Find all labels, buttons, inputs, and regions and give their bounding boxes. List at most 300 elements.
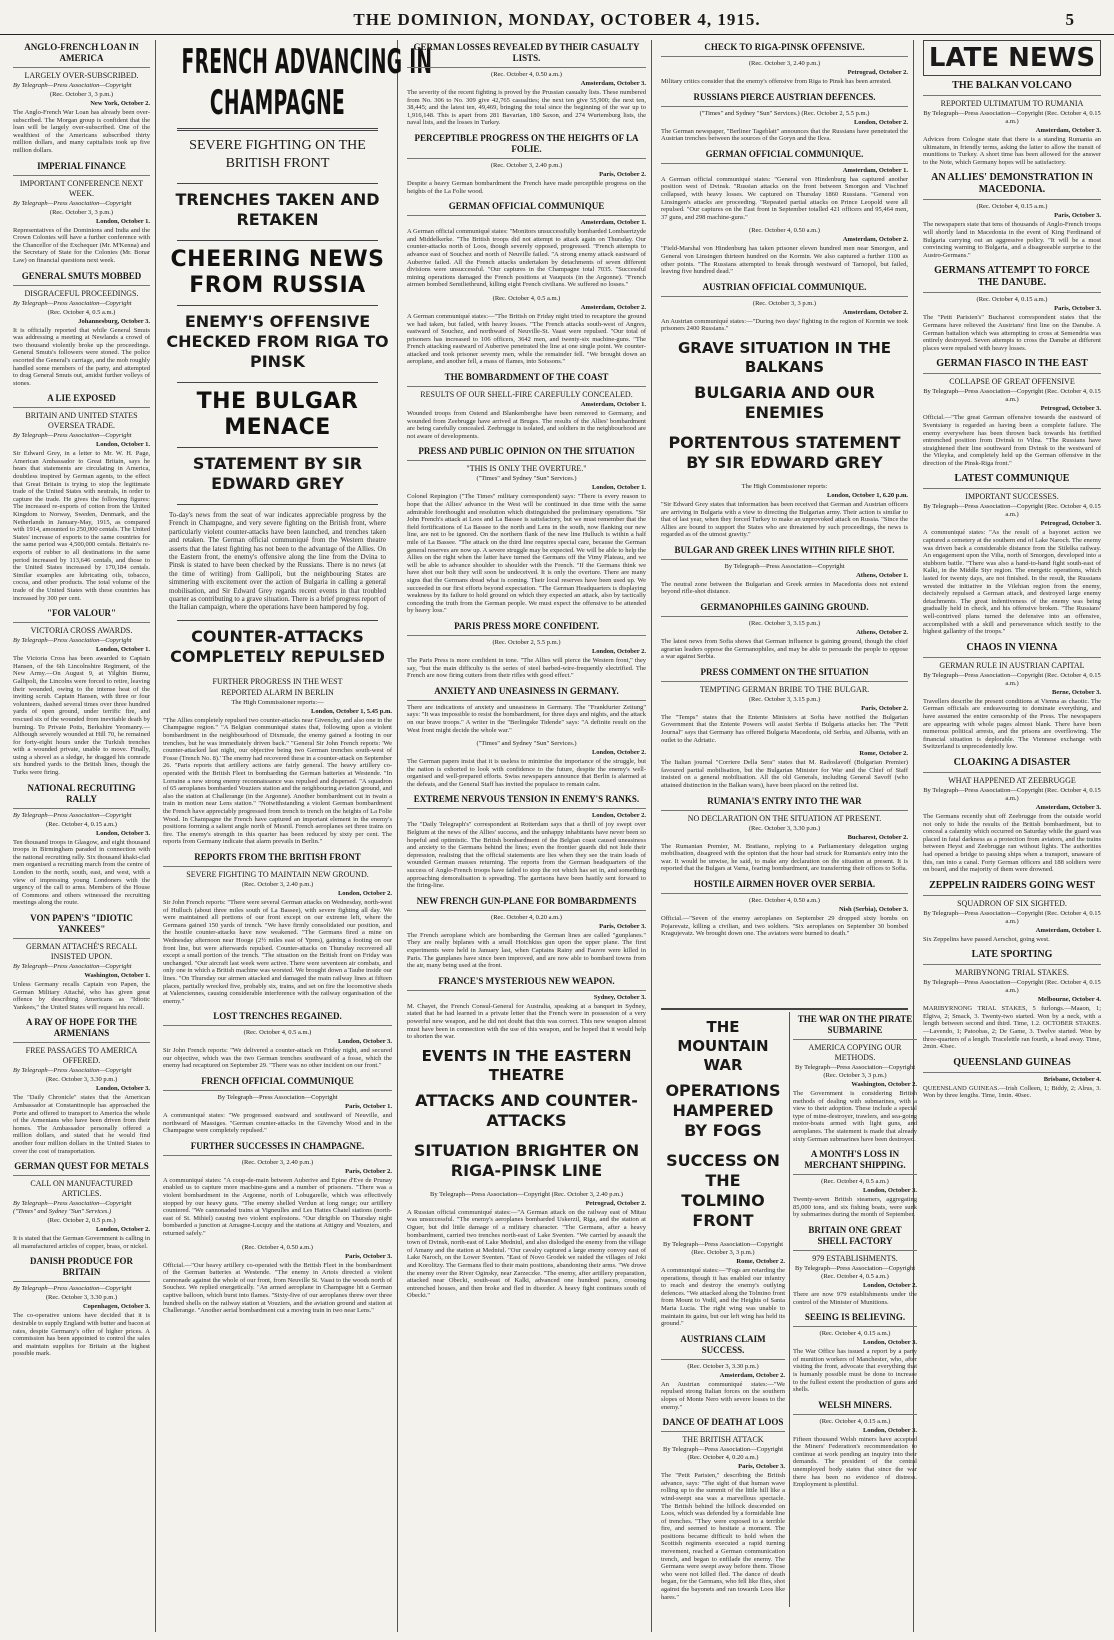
article-byline: By Telegraph—Press Association—Copyright <box>13 82 132 89</box>
article-body: The newspapers state that tens of thousands of Anglo-French troops will shortly land in Macedonia in the event of King Ferdinand of Bulgaria carrying out an aggressive policy. "It will be a most convincing warning to Bulgaria, and a disagreeable surprise to the Austro-Germans." <box>923 221 1101 259</box>
article-dateline: Petrograd, October 2. <box>847 69 908 76</box>
article <box>793 1225 917 1306</box>
article-body: A German communiqué states:—"The British on Friday night tried to recapture the ground we had taken, but failed, with heavy losses. "The French attacks south-west of Angres, eastward of Souchez, and northward of Neuville-St. Vaast were repulsed. "Our total of prisoners has increased to 106 officers, 3642 men, and twenty-six machine-guns. "The French attacking eastward of Auberive penetrated the line at one single point. We counter-attacked and took prisoner seventy men, while the remainder fell. "We brought down an aeroplane, and another fell, a mass of flames, into Soissons." <box>407 312 646 366</box>
article-dateline: Amsterdam, October 2. <box>580 303 646 311</box>
article-body: There are now 979 establishments under the control of the Minister of Munitions. <box>793 1290 917 1306</box>
article-headline: WELSH MINERS. <box>793 1400 917 1415</box>
article-body: "Sir Edward Grey states that information has been received that German and Austrian officers are arriving in Bulgaria with a view to directing the Bulgarian army. Their action is similar to that of last year, when they forced Turkey to make an unprovoked attack on Russia. "Since the Allies are bound to support the States who are threatened by such proceedings, the news is regarded as of the utmost gravity." <box>661 500 908 539</box>
article-body: The Victoria Cross has been awarded to Captain Hansen, of the 6th Lincolnshire Regiment, of the New Army.—On August 9, at Yilghin Burnu, Gallipoli, the Lincolns were forced to retire, leaving their wounded, owing to the intense heat of the inviting scrub. Captain Hansen, with three or four volunteers, dashed several times over three hundred yards of open ground, under terrific fire, and rescued six of the wounded from inevitable death by burning. To Private Potts, Berkshire Yeomanry.—Although severely wounded at Hill 70, he remained for forty-eight hours under the Turkish trenches with a wounded private, unable to move. Finally, using a shovel as a sledge, he dragged his comrade six hundred yards to the British lines, though the Turks were firing. <box>13 655 150 777</box>
article-received: (Rec. October 3, 3.15 p.m.) <box>748 620 821 628</box>
article <box>163 1011 392 1070</box>
article-received: (Rec. October 4, 0.15 a.m.) <box>819 1330 891 1338</box>
column-4-lower-left <box>661 1012 790 1607</box>
article <box>13 42 150 155</box>
article-received: (Rec. October 3, 3.30 p.m.) <box>687 1362 759 1370</box>
article <box>661 667 908 744</box>
article-received: ("Times" and Sydney "Sun" Services.) <box>476 740 577 748</box>
article-subheading: OPERATIONS HAMPERED BY FOGS <box>665 1081 781 1140</box>
article-received: By Telegraph—Press Association—Copyright (Rec. October 3, 2.40 p.m.) <box>430 1190 623 1198</box>
divider <box>177 382 378 383</box>
article-dateline: Amsterdam, October 3. <box>580 80 646 87</box>
article-body: The latest news from Sofia shows that German influence is gaining ground, though the chief agrarian leaders oppose the Germanophiles, and may be able to persuade the people to oppose a war against Serbia. <box>661 638 908 661</box>
divider <box>177 183 378 184</box>
article-byline: By Telegraph—Press Association—Copyright <box>13 811 132 819</box>
article-subheading: 979 ESTABLISHMENTS. <box>812 1253 898 1263</box>
article-byline: By Telegraph—Press Association—Copyright <box>13 963 132 970</box>
article-received: (Rec. October 4, 0.5 a.m.) <box>47 308 116 316</box>
article-dateline: Washington, October 2. <box>851 1081 917 1088</box>
article-received: (Rec. October 3, 3 p.m.) <box>752 299 817 307</box>
article-dateline: Rome, October 2. <box>736 1258 785 1265</box>
article-dateline: Amsterdam, October 1. <box>842 166 908 174</box>
headline-deck: ENEMY'S OFFENSIVE CHECKED FROM RIGA TO PINSK <box>166 312 389 371</box>
article-headline: THE BALKAN VOLCANO <box>923 80 1101 96</box>
article <box>661 879 908 938</box>
article-headline: RUMANIA'S ENTRY INTO THE WAR <box>661 796 908 811</box>
article-body: Official.—"Seven of the enemy aeroplanes on September 29 dropped sixty bombs on Pojarevatz, killing a civilian, and two soldiers. "Six aeroplanes on September 30 bombed Kragujevatz. We brought down one. The aviators were burned to death." <box>661 914 908 938</box>
article <box>13 1161 150 1250</box>
article-dateline: London, October 1. <box>95 646 150 654</box>
article-headline: A LIE EXPOSED <box>13 393 150 408</box>
article <box>661 796 908 873</box>
article-dateline: London, October 2. <box>95 1226 150 1234</box>
article-body: The severity of the recent fighting is proved by the Prussian casualty lists. These numbered from No. 306 to No. 309 give 42,765 casualties; the next ten give 55,900; the next ten, 38,445; and the latest ten, 49,469, bringing the total since the beginning of the war up to 1,916,148. This is apart from 281 Bavarian, 180 Saxon, and 274 Wurtemburg lists, the naval lists, and the losses in Turkey. <box>407 89 646 127</box>
article <box>407 896 646 970</box>
article <box>661 92 908 143</box>
article-received: (Rec. October 3, 2.40 p.m.) <box>241 880 314 888</box>
divider <box>661 1008 908 1010</box>
article-headline: GERMAN OFFICIAL COMMUNIQUE. <box>661 149 908 164</box>
article-dateline: Copenhagen, October 3. <box>82 1303 150 1311</box>
article-byline: By Telegraph—Press Association—Copyright ("Times" and Sydney "Sun" Services.) <box>13 1200 132 1216</box>
article <box>923 757 1101 874</box>
article <box>13 271 150 388</box>
article-headline: FRENCH OFFICIAL COMMUNIQUE <box>163 1076 392 1091</box>
article-body: Wounded troops from Ostend and Blankenberghe have been removed to Germany, and wounded from Zeebrugge have arrived at Bruges. The results of the Allies' bombardment are being carefully concealed. Zeebrugge is isolated, and soldiers in the neighbourhood are not aware of developments. <box>407 410 646 440</box>
article-received: By Telegraph—Press Association—Copyright <box>217 1094 338 1102</box>
article <box>13 161 150 265</box>
article-received: (Rec. October 3, 3.15 p.m.) <box>748 695 821 703</box>
article <box>923 642 1101 751</box>
column-5 <box>918 40 1106 1632</box>
article <box>163 852 392 1005</box>
article <box>13 1256 150 1358</box>
article-received: (Rec. October 2, 0.5 p.m.) <box>47 1217 116 1225</box>
headline-deck: TRENCHES TAKEN AND RETAKEN <box>175 190 380 229</box>
article-body: A Russian official communiqué states:—"A German attack on the railway east of Mitau was unsuccessful. "The enemy's aeroplanes bombarded Uskerzil, Riga, and the station at Oguer, but did little damage of a military character. "The Germans, after a heavy bombardment, carried two trenches north-east of Lake Sventen. "We carried by assault the town of Dvinsk, north-east of Lake Medniul, and also dislodged the enemy from the village of Amany and the station at Medniul. "Our cavalry captured a large enemy convoy east of Lake Naroch, on the Lower Sventen. "East of Novo Grodek we raided the villages of Joki and Korolitzy. The Germans fled to their main positions, abandoning their arms. "We drove the enemy over the River Oginsky, near Zarzeczke. "The enemy, after artillery preparation, attacked near Obecki, south-east of Kalki, advanced one hundred paces, crossing entrenched houses, and then broke and fled in disorder. A heavy fight continues south of Obecki." <box>407 1208 646 1300</box>
article-body: Official.—"Our heavy artillery co-operated with the British Fleet in the bombardment of the German batteries at Westende. "The enemy in Artois directed a violent cannonade against the whole of our front, from Neuville St. Vaast to the woods north of Souchez. We replied energetically. "An armed aeroplane in Champagne hit a German captive balloon, which burst into flames. "Sixty-five of our aeroplanes threw over three hundred shells on the railway station at Vouziers, and the aviation ground and station at Challerange. "Another aerial bombardment cut a moving train in two near Lens." <box>163 1261 392 1315</box>
article-subheading: GERMAN ATTACHÉ'S RECALL INSISTED UPON. <box>25 942 138 961</box>
article-received: By Telegraph—Press Association—Copyright <box>724 562 845 570</box>
masthead-title: THE DOMINION, MONDAY, OCTOBER 4, 1915. <box>353 10 761 29</box>
article-body: An Austrian communiqué states:—"During two days' fighting in the region of Kormin we took prisoners 2400 Russians." <box>661 317 908 333</box>
article-headline: DANCE OF DEATH AT LOOS <box>661 1417 785 1432</box>
article-headline: PRESS AND PUBLIC OPINION ON THE SITUATION <box>407 446 646 461</box>
article-dateline: Paris, October 3. <box>1054 305 1101 313</box>
article-headline: GERMAN QUEST FOR METALS <box>13 1161 150 1176</box>
article <box>661 149 908 222</box>
article-dateline: Athens, October 2. <box>856 629 908 637</box>
headline-decks <box>163 137 392 505</box>
article-received: The High Commissioner reports:— <box>231 698 324 706</box>
article-body: An Austrian communiqué states:—"We repulsed strong Italian forces on the southern slopes of Monte Nero with severe losses to the enemy." <box>661 1380 785 1411</box>
article-subheading: IMPORTANT CONFERENCE NEXT WEEK. <box>19 178 144 198</box>
article-dateline: New York, October 2. <box>90 100 150 107</box>
article <box>923 949 1101 1051</box>
article <box>923 172 1101 259</box>
article-received: By Telegraph—Press Association—Copyright (Rec. October 4, 0.15 a.m.) <box>923 979 1101 995</box>
article <box>163 1244 392 1315</box>
article-headline: GERMANOPHILES GAINING GROUND. <box>661 602 908 617</box>
article-body: MARIBYRNONG TRIAL STAKES, 5 furlongs.—Maaon, 1; Elgiva, 2; Smack, 3. Twenty-two started. Won by a neck, with a length between second and third. Time, 1.2. OCTOBER STAKES.—Lavendo, 1; Patoobas, 2; De Game, 3. Twelve started. Won by three-quarters of a length. Tracelettle ran fourth, a head away. Time, 2min. 43sec. <box>923 1005 1101 1051</box>
article <box>923 80 1101 166</box>
article-subheading: COLLAPSE OF GREAT OFFENSIVE <box>949 377 1075 387</box>
article-body: QUEENSLAND GUINEAS.—Irish Colleen, 1; Biddy, 2; Alrus, 3. Won by three lengths. Time, 1min. 40sec. <box>923 1084 1101 1100</box>
article-body: Twenty-seven British steamers, aggregating 85,000 tons, and six fishing boats, were sunk by submarines during the month of September. <box>793 1196 917 1219</box>
column-4-lower-right <box>789 1012 917 1495</box>
article <box>407 686 646 734</box>
article-dateline: Nish (Serbia), October 3. <box>838 905 908 913</box>
article <box>923 265 1101 352</box>
article-headline: FURTHER SUCCESSES IN CHAMPAGNE. <box>163 1141 392 1156</box>
article-headline: THE WAR ON THE PIRATE SUBMARINE <box>793 1014 917 1040</box>
article-received: (Rec. October 3, 3.30 p.m.) <box>748 824 821 832</box>
article-dateline: London, October 1. <box>591 484 646 492</box>
article-headline: PERCEPTIBLE PROGRESS ON THE HEIGHTS OF LA FOLIE. <box>407 133 646 159</box>
article-byline: By Telegraph—Press Association—Copyright <box>13 1285 132 1293</box>
article-headline: PRESS COMMENT ON THE SITUATION <box>661 667 908 682</box>
article-dateline: Amsterdam, October 3. <box>1035 803 1101 811</box>
column-4-upper <box>661 42 908 938</box>
article-dateline: Washington, October 1. <box>84 972 150 979</box>
article-subheading: AMERICA COPYING OUR METHODS. <box>808 1043 902 1062</box>
article-headline: IMPERIAL FINANCE <box>13 161 150 176</box>
article-body: There are indications of anxiety and uneasiness in Germany. The "Frankfurter Zeitung" says: "It was impossible to resist the bombardment, for three days and nights, and the attack on our brave troops." A writer in the "Berlingske Tidende" says: "A definite result on the West front might decide the whole war." <box>407 703 646 734</box>
article-subheading: FURTHER PROGRESS IN THE WEST <box>212 676 343 686</box>
article <box>163 1076 392 1135</box>
article-body: The Government is considering British methods of dealing with submarines, with a view to their adoption. These include a special type of mine-destroyer, trawlers, and sea-going motor-boats armed with light guns, and aeroplanes. The statement is made that already sixty German submarines have been destroyed. <box>793 1090 917 1143</box>
article-received: (Rec. October 3, 2.40 p.m.) <box>241 1158 314 1166</box>
article <box>407 201 646 289</box>
article-byline: By Telegraph—Press Association—Copyright <box>13 1067 132 1075</box>
article-body: Military critics consider that the enemy's offensive from Riga to Pinsk has been arrested. <box>661 78 892 85</box>
divider <box>177 240 378 241</box>
article-headline: CHAOS IN VIENNA <box>923 642 1101 658</box>
masthead <box>0 6 1114 35</box>
article-dateline: Amsterdam, October 2. <box>842 308 908 316</box>
article <box>13 393 150 602</box>
article-byline: By Telegraph—Press Association—Copyright <box>13 299 132 307</box>
article <box>793 1149 917 1219</box>
article-body: Ten thousand troops in Glasgow, and eight thousand troops in Birmingham paraded in connection with the national recruiting rally. Six thousand khaki-clad men organised a recruiting march from the centre of London to the north, south, east, and west, with a view of impressing young Londoners with the urgency of the call to arms. Members of the House of Commons and others witnessed the recruiting meetings along the route. <box>13 838 150 907</box>
article-dateline: Petrograd, October 2. <box>585 1199 646 1207</box>
headline-deck: THE BULGAR MENACE <box>196 389 359 440</box>
article-body: Sir John French reports: "There were several German attacks on Wednesday, north-west of Hulluch (about three miles south of La Bassee), with severe fighting all day. We were maintained all portions of our front except on our extreme left, where the Germans gained 150 yards of trench. "We have firmly consolidated our position, and the hostile counter-attacks have now weakened. "The Germans fired a mine on Wednesday afternoon near Hooge (2½ miles east of Ypres), gaining a footing on our front line, but were afterwards repulsed. Counter-attacks on Thursday recovered all except a small portion of the trench. "The situation on the British front on Friday was unchanged. "Our aircraft last week were active. There were seventeen air combats, and only one in which a British machine was worsted. We brought down a Taube inside our lines. "On Thursday our airmen attacked and damaged the main railway lines at fifteen places, partially wrecked five, probably six, trains, and set on fire the locomotive sheds at Valenciennes, causing considerable interference with the railway organisation of the enemy." <box>163 898 392 1005</box>
article <box>923 880 1101 944</box>
article <box>793 1400 917 1489</box>
article-body: Travellers describe the present conditions at Vienna as chaotic. The German officials are endeavouring to dominate everything, and have assumed the entire censorship of the Press. The newspapers are appearing with whole pages almost blank. There have been numerous political arrests, and the prisons are overflowing. The financial situation is deplorable. The Viennese exchange with Switzerland is unprecedentedly low. <box>923 697 1101 751</box>
article-dateline: Paris, October 3. <box>738 1463 785 1471</box>
article-subheading: WHAT HAPPENED AT ZEEBRUGGE <box>948 775 1076 785</box>
article-dateline: Sydney, October 3. <box>593 993 646 1001</box>
article-dateline: Paris, October 3. <box>1054 212 1101 220</box>
article-headline: EXTREME NERVOUS TENSION IN ENEMY'S RANKS. <box>407 794 646 809</box>
article-received: (Rec. October 4, 0.15 a.m.) <box>819 1417 891 1425</box>
article-dateline: Johannesburg, October 3. <box>78 317 150 325</box>
article-received: (Rec. October 4, 0.50 a.m.) <box>491 71 562 78</box>
article-headline: THE MOUNTAIN WAR <box>677 1018 769 1074</box>
divider <box>177 128 378 131</box>
article-received: (Rec. October 4, 0.50 a.m.) <box>749 896 820 904</box>
article-dateline: Melbourne, October 4. <box>1037 996 1101 1004</box>
article-headline: GERMAN OFFICIAL COMMUNIQUE <box>407 201 646 216</box>
article-received: (Rec. October 4, 0.5 a.m.) <box>243 1029 312 1037</box>
article-body: Fifteen thousand Welsh miners have accepted the Miners' Federation's recommendation to continue at work pending an inquiry into their demands. The president of the central unemployed body states that since the war there has been no evidence of distress. Employment is plentiful. <box>793 1435 917 1489</box>
article-body: A communiqué states: "We progressed eastward and southward of Neuville, and northward of Massiges. "German counter-attacks in the Givenchy Wood and in the Champagne were completely repulsed." <box>163 1112 392 1135</box>
article <box>661 339 908 539</box>
headline-deck: SEVERE FIGHTING ON THE BRITISH FRONT <box>189 138 366 171</box>
article <box>407 976 646 1041</box>
article <box>407 794 646 889</box>
article <box>661 42 908 86</box>
article-headline: AUSTRIAN OFFICIAL COMMUNIQUE. <box>661 282 908 297</box>
article-dateline: Amsterdam, October 1. <box>580 219 646 227</box>
article-headline: RUSSIANS PIERCE AUSTRIAN DEFENCES. <box>661 92 908 107</box>
article-received: (Rec. October 4, 0.50 a.m.) <box>242 1243 313 1251</box>
article-body: A communiqué states:—"Fogs are retarding the operations, though it has enabled our infantry to reach and destroy the enemy's outlying defences. "We attacked along the Tolmino front from Mount to Vodil, and the Heights of Santa Maria Lucia. The right wing was unable to maintain its gains, but our left wing has held its ground." <box>661 1267 785 1328</box>
article <box>661 1417 785 1601</box>
late-news-banner: LATE NEWS <box>923 40 1101 76</box>
main-headline-line-1: FRENCH ADVANCING IN <box>181 42 433 82</box>
article-headline: ANGLO-FRENCH LOAN IN AMERICA <box>13 42 150 68</box>
article-body: "The Allies completely repulsed two counter-attacks near Givenchy, and also one in the Champagne region." "A Belgian communiqué states that, following upon a violent bombardment in the neighbourhood of Dixmude, the enemy gained a footing in our trenches, but he was immediately driven back." "General Sir John French reports: 'We counter-attacked last night, our objective being two German trenches south-west of Fosse (Trench No. 8).' The enemy had recovered these in a counter-attack on September 26. "Paris reports that artillery actions are fairly general. The heavy artillery co-operated with the British Fleet in bombarding the German batteries at Westende. "In Lorraine a new strong enemy reconnaissance was repulsed and dispersed. "A squadron of 65 aeroplanes bombarded Vouziers station and the neighbouring aviation ground, and also the station at Challerange (in the Argonne). Another bombardment cut in twain a train in motion near Lens station." "Notwithstanding a violent German bombardment the French have appreciably progressed from trench to trench on the heights of La Folie Wood. In Champagne the French have captured an important element in the enemy's positions forming a salient angle north of Mesnil. French aeroplanes set three trains on fire. The enemy's strength in this quarter has been reduced by sixty per cent. The reports from Germany indicate that alarm prevails in Berlin." <box>163 716 393 846</box>
article <box>661 750 908 789</box>
headline-deck: STATEMENT BY SIR EDWARD GREY <box>192 454 363 493</box>
article-subheading: DISGRACEFUL PROCEEDINGS. <box>24 288 139 298</box>
article-headline: THE BOMBARDMENT OF THE COAST <box>407 372 646 387</box>
article-body: The German papers insist that it is useless to minimise the importance of the struggle, but the nation is exhorted to look with confidence to the future, despite the enemy's well-organised and well-prepared efforts. Swiss newspapers announce that Berlin is alarmed at the defeats, and the General Staff has invited the populace to remain calm. <box>407 758 646 788</box>
article-headline: GERMANS ATTEMPT TO FORCE THE DANUBE. <box>923 265 1101 293</box>
article <box>407 372 646 440</box>
article-byline: By Telegraph—Press Association—Copyright <box>13 637 132 645</box>
article-headline: QUEENSLAND GUINEAS <box>923 1057 1101 1073</box>
divider <box>177 620 378 621</box>
article-body: The "Temps" states that the Entente Ministers at Sofia have notified the Bulgarian Government that the Entente Powers will assist Serbia if Bulgaria attacks her. The "Petit Journal" says that Germany has offered Bulgaria Macedonia, old Serbia, and Albania, with an outlet to the Adriatic. <box>661 713 908 744</box>
article-headline: GENERAL SMUTS MOBBED <box>13 271 150 286</box>
divider <box>177 504 378 505</box>
article-body: It is officially reported that while General Smuts was addressing a meeting at Newlands a crowd of two thousand violently broke up the proceedings. General Smuts's followers were stoned. The police escorted the General's carriage, and the mob roughly handled some members of the party, and attempted to drag General Smuts out, amidst further volleys of stones. <box>13 326 150 387</box>
lead-summary: To-day's news from the seat of war indicates appreciable progress by the French in Champagne, and very severe fighting on the British front, where particularly violent counter-attacks have been launched, and trenches taken and retaken. The German official communiqué from the Western theatre asserts that the latest fighting has not been to the advantage of the Allies. On the Eastern front, the enemy's offensive along the line from the Dvina to Pinsk is stated to have been checked by the Russians. There is no news (at the time of writing) from Gallipoli, but the neighbouring States are simmering with excitement over the action of Bulgaria in calling a general mobilisation, and Sir Edward Grey regards recent events in that troubled quarter as contributing to a grave situation. There is a brief progress report of the Italian campaign, where the operations have been hampered by fog. <box>169 511 386 612</box>
article-received: ("Times" and Sydney "Sun" Services.) <box>476 475 577 483</box>
article-received: (Rec. October 4, 0.15 a.m.) <box>976 296 1048 304</box>
article <box>13 1017 150 1155</box>
article-headline: PARIS PRESS MORE CONFIDENT. <box>407 621 646 636</box>
article-headline: CLOAKING A DISASTER <box>923 757 1101 773</box>
article-body: Advices from Cologne state that there is a standing Rumania an ultimatum, in friendly terms, asking the latter to allow the transit of munitions to Turkey. A short time has been allowed for the answer to the Note, which Germany hopes will be satisfactory. <box>923 136 1101 166</box>
article-dateline: London, October 3. <box>95 1085 150 1093</box>
column-4-lower <box>661 1008 917 1628</box>
article-subheading: REPORTED ULTIMATUM TO RUMANIA <box>940 99 1084 108</box>
article-headline: GERMAN FIASCO IN THE EAST <box>923 358 1101 374</box>
article-byline: By Telegraph—Press Association—Copyright <box>13 199 132 207</box>
article-received: (Rec. October 4, 0.15 a.m.) <box>46 820 117 828</box>
headline-deck: CHEERING NEWS FROM RUSSIA <box>170 247 385 298</box>
article-body: Sir John French reports: "We delivered a counter-attack on Friday night, and secured our objective, which was the two German trenches southward of a fosse, which the enemy had recaptured on September 29. "There was no other incident on our front." <box>163 1047 392 1070</box>
article-subheading: FREE PASSAGES TO AMERICA OFFERED. <box>25 1046 138 1066</box>
article-subheading: VICTORIA CROSS AWARDS. <box>30 626 133 636</box>
article-received: (Rec. October 4, 0.20 a.m.) <box>491 913 562 921</box>
article-dateline: Paris, October 1. <box>345 1103 392 1111</box>
article-subheading: SITUATION BRIGHTER ON RIGA-PINSK LINE <box>413 1140 640 1180</box>
article-headline: AUSTRIANS CLAIM SUCCESS. <box>661 1334 785 1360</box>
article <box>13 913 150 1011</box>
article-headline: LOST TRENCHES REGAINED. <box>163 1011 392 1026</box>
article-dateline: Amsterdam, October 1. <box>580 401 646 409</box>
article-dateline: London, October 3. <box>862 1339 917 1347</box>
article-dateline: London, October 3. <box>95 829 150 837</box>
article-body: The Rumanian Premier, M. Bratiano, replying to a Parliamentary delegation urging mobilisation, disagreed with the opinion that the hour had struck for Rumania's entry into the war. It would be unwise, he said, to make any declaration on the situation at present. It is reported that the Bulgars at Varna, fearing bombardment, are transferring their offices to Sofia. <box>661 842 908 873</box>
article-dateline: Paris, October 2. <box>861 704 908 712</box>
article-body: A communiqué states: "As the result of a bayonet action we captured a cemetery at the southern end of Lake Naroch. The enemy was driven back a considerable distance from the Stilelka railway. An engagement upon the Vilia, north of Smorgon, developed into a stubborn battle. "There was also a hand-to-hand fight south-east of Kalki, in the Middle Styr region. The energetic operations, which lasted for twenty days, are not finished. In the result, the Russians wrested the initiative in the Vilehian region from the enemy, decisively repulsed a German attack, and destroyed large enemy detachments. The great indentiveness of the enemy was being gradually held in check, and his offensive broken. "The Russians' well-contrived plans turned the defensive into an offensive, accomplished with a skill and perseverance which testify to the highest gallantry of the troops." <box>923 529 1101 636</box>
article-dateline: Paris, October 2. <box>345 1167 392 1175</box>
article-dateline: Brisbane, October 4. <box>1043 1075 1101 1083</box>
article-received: (Rec. October 2, 5.5 p.m.) <box>492 638 561 646</box>
article-body: A German official communiqué states: "Monitors unsuccessfully bombarded Lombaertzyde and Middelkerke. "The British troops did not attempt to attack again on Thursday. Our counter-attacks north of Loos, though severely opposed, progressed. "French attempts to advance east of Souchez and north of Neuville failed. "A strong enemy attack eastward of Auberive failed. All the French attacks undertaken by detachments of seven different divisions were unsuccessful. "Our captures in the Champagne total 7035. "Successful mining operations damaged the French positions at Vauquois (in the Argonne). "French airmen bombed Semiliethrund, killing eight French civilians. We suffered no losses." <box>407 228 646 289</box>
article-headline: DANISH PRODUCE FOR BRITAIN <box>13 1256 150 1282</box>
article <box>661 1334 785 1411</box>
article-dateline: London, October 2. <box>591 812 646 820</box>
article-headline: SEEING IS BELIEVING. <box>793 1312 917 1327</box>
article-dateline: London, October 1. <box>95 217 150 225</box>
article-body: The German newspaper, "Berliner Tageblatt" announces that the Russians have penetrated the Austrian trenches between the sources of the Goryn and the Ikva. <box>661 127 908 143</box>
article-body: A German official communiqué states: "General von Hindenburg has captured another position west of Dvinsk. "Russian attacks on the front between Smorgon and Vischnef collapsed, with heavy losses. We captured on Thursday 1860 Russians. "General von Linsingen's attacks are proceeding. "Repeated partial attacks on Prince Leopold were all repulsed. "Our captures on the East front in September totalled 421 officers and 95,464 men, 37 guns, and 298 machine-guns." <box>661 175 908 221</box>
article-subheading: IMPORTANT SUCCESSES. <box>965 492 1059 502</box>
article-received: (Rec. October 3, 3 p.m.) <box>49 91 114 98</box>
article-received: By Telegraph—Press Association—Copyright (Rec. October 4, 0.15 a.m.) <box>923 503 1101 519</box>
article <box>407 446 646 615</box>
article-dateline: Bucharest, October 2. <box>847 833 908 841</box>
article-body: The "Daily Chronicle" states that the American Ambassador at Constantinople has approached the Porte and offered to transport to America the whole of the Armenians who have been driven from their homes. The Ambassador personally offered a million dollars, and stated that he would find another four million dollars in the United States to cover the cost of transportation. <box>13 1094 150 1155</box>
article-headline: GRAVE SITUATION IN THE BALKANS <box>677 338 892 376</box>
article-headline: BRITAIN ONE GREAT SHELL FACTORY <box>793 1225 917 1251</box>
article <box>407 621 646 680</box>
article-headline: ZEPPELIN RAIDERS GOING WEST <box>923 880 1101 896</box>
article-received: (Rec. October 4, 0.50 a.m.) <box>749 227 820 235</box>
article-received: By Telegraph—Press Association—Copyright (Rec. October 4, 0.15 a.m.) <box>923 786 1101 802</box>
article-body: The Italian journal "Corriere Della Sera" states that M. Radoslavoff (Bulgarian Premier) favoured partial mobilisation, but the Bulgarian Minister for War and the Chief of Staff insisted on a general mobilisation. All the old Generals, including General Savoff (who attained distinction in the Balkan wars), have been placed on the retired list. <box>661 759 908 789</box>
article-received: ("Times" and Sydney "Sun" Services.) (Rec. October 2, 5.5 p.m.) <box>699 109 870 117</box>
article-dateline: Petrograd, October 3. <box>1040 520 1101 528</box>
article <box>13 783 150 907</box>
article-dateline: London, October 3. <box>862 1187 917 1195</box>
article-body: Official.—"The great German offensive towards the eastward of Sventsiany is regarded as having been a complete failure. The enemy everywhere has been thrown back towards his fortified entrenched position from Dvinsk to Vilna. "The Russians have straightened their line southward from Dvinsk to the westward of the Vileyka, and completely held up the German offensive in the direction of the Pinsk-Riga front." <box>923 414 1101 467</box>
article-body: The Germans recently shut off Zeebrugge from the outside world not only to hide the results of the British bombardment, but to conceal a calamity which occurred on Saturday while the guard was placed in fatal darkness as a protection from aviators, and the trains between Heyst and Zeebrugge ran without lights. The authorities had opened a bridge to passing ships when a transport, unaware of this, ran into a canal. Forty German officers and 188 soldiers were on board, and the majority of them were drowned. <box>923 812 1101 874</box>
article-body: The co-operative unions have decided that it is desirable to supply England with butter and bacon at rates, despite Germany's offer of higher prices. A commission has been appointed to control the sales and maintain supplies for Britain at the highest possible mark. <box>13 1312 150 1358</box>
article-received: (Rec. October 3, 3.30 p.m.) <box>45 1076 118 1084</box>
article-dateline: London, October 2. <box>337 889 392 897</box>
article-subheading: MARIBYNONG TRIAL STAKES. <box>955 968 1069 978</box>
article <box>661 602 908 661</box>
article <box>923 473 1101 635</box>
article-body: Sir Edward Grey, in a letter to Mr. W. H. Page, American Ambassador to Great Britain, says he hears that statements are circulating in America, doubtless inspired by German agents, to the effect that Great Britain is trying to stop the legitimate trade of the United States with neutrals, in order to capture the trade. He gives the following figures: The increased re-exports of cotton from the United Kingdom to Norway, Sweden, Denmark, and the Netherlands in January-May, 1915, as compared with 1914, amounted to 250,000 centals. The United States' increase of exports to the same countries for the same period was 4,500,000 centals. Britain's re-exports of rubber to all destinations in the same period increased by 113,646 centals, and those to the United States increased by 170,184 centals. Similar examples are lubricating oils, tobacco, cocoa, and other products. The total volume of the trade of the United States with these countries has increased by 300 per cent. <box>13 450 150 602</box>
article-dateline: Paris, October 3. <box>345 1252 392 1260</box>
article-dateline: Paris, October 3. <box>599 922 646 930</box>
article-headline: AN ALLIES' DEMONSTRATION IN MACEDONIA. <box>923 172 1101 200</box>
article-received: (Rec. October 3, 2.40 p.m.) <box>490 161 563 169</box>
article-headline: REPORTS FROM THE BRITISH FRONT <box>163 852 392 867</box>
article <box>793 1312 917 1394</box>
article-body: Six Zeppelins have passed Aerschot, going west. <box>923 935 1050 943</box>
article-subheading: BRITAIN AND UNITED STATES OVERSEA TRADE. <box>25 411 138 431</box>
article-dateline: London, October 2. <box>853 118 908 126</box>
article-dateline: London, October 1, 5.45 p.m. <box>311 707 392 715</box>
article-subheading: REPORTED ALARM IN BERLIN <box>221 687 334 697</box>
article-received: The High Commissioner reports: <box>741 482 828 490</box>
article-body: The "Daily Telegraph's" correspondent at Rotterdam says that a thrill of joy swept over Belgium at the news of the Allies' success, and the unhappy inhabitants have never been so hopeful and optimistic. The British bombardment of the Belgian coast caused uneasiness and anxiety to the Germans behind the lines; even the frontier guards did not hide their depression, realising that the official statements are lies when they see the train loads of wounded German masses returning. The reports from the German headquarters of the success of Anglo-French troops have failed to stop the rot which has set in, and something approaching demoralisation is spreading. The garrisons have been hastily sent forward to the firing-line. <box>407 821 646 890</box>
article-dateline: Amsterdam, October 2. <box>719 1371 785 1379</box>
article-headline: NATIONAL RECRUITING RALLY <box>13 783 150 809</box>
article <box>661 227 908 275</box>
article-body: The Anglo-French War Loan has already been over-subscribed. The Morgan group is confident that the loan will be largely over-subscribed. One of the wealthiest of the Americans subscribed thirty million dollars, and many capitalists took up five million dollars. <box>13 109 150 154</box>
article-dateline: London, October 1. <box>95 441 150 449</box>
article-headline: VON PAPEN'S "IDIOTIC YANKEES" <box>13 913 150 939</box>
article-headline: "FOR VALOUR" <box>13 608 150 623</box>
article-body: The War Office has issued a report by a party of munition workers of Manchester, who, after visiting the front, advocate that everything that is humanly possible must be done to increase to the fullest extent the production of guns and shells. <box>793 1348 917 1394</box>
article <box>923 1057 1101 1100</box>
article-subheading: BULGARIA AND OUR ENEMIES <box>694 382 875 422</box>
article-received: (Rec. October 3, 2.40 p.m.) <box>748 60 821 67</box>
article-subheading: TEMPTING GERMAN BRIBE TO THE BULGAR. <box>699 684 870 694</box>
article-headline: LATE SPORTING <box>923 949 1101 965</box>
article-received: By Telegraph—Press Association—Copyright (Rec. October 4, 0.15 a.m.) <box>923 110 1101 125</box>
article-body: The neutral zone between the Bulgarian and Greek armies in Macedonia does not extend beyond rifle-shot distance. <box>661 580 908 596</box>
article-received: (Rec. October 4, 0.15 a.m.) <box>976 203 1048 211</box>
main-headline-line-2: CHAMPAGNE <box>209 83 346 123</box>
article-subheading: THE BRITISH ATTACK <box>682 1435 764 1445</box>
article-subheading: SQUADRON OF SIX SIGHTED. <box>957 898 1067 908</box>
article-dateline: London, October 3. <box>862 1426 917 1434</box>
article-body: The "Petit Parisien's" Bucharest correspondent states that the Germans have relieved the Austrians' first line on the Danube. A German battalion which was attempting to cross at Semendria was entirely destroyed. Seven attempts to cross the Danube at different places were repulsed with heavy losses. <box>923 314 1101 352</box>
article-dateline: London, October 2. <box>862 1281 917 1289</box>
article-dateline: Amsterdam, October 3. <box>1035 127 1101 134</box>
article-subheading: ATTACKS AND COUNTER-ATTACKS <box>415 1090 638 1130</box>
article-headline: FRANCE'S MYSTERIOUS NEW WEAPON. <box>407 976 646 991</box>
article <box>407 42 646 127</box>
article <box>793 1014 917 1143</box>
article-body: "Field-Marshal von Hindenburg has taken prisoner eleven hundred men near Smorgon, and General von Linsingen thirteen hundred on the Kormin. We also captured a further 1100 as other points. "The Russians attempted to break through westward of Tarnopol, but failed, leaving five hundred dead." <box>661 245 908 276</box>
article-subheading: SEVERE FIGHTING TO MAINTAIN NEW GROUND. <box>186 869 369 879</box>
article <box>163 627 392 846</box>
column-3 <box>402 40 652 1632</box>
article <box>163 1141 392 1238</box>
article-body: A communiqué states: "A coup-de-main between Auberive and Epine d'Eve de Prunay enabled us to capture more machine-guns and a number of prisoners. "There was a violent bombardment in the Argonne, north of Lobugarelle, which was effectively stopped by our heavy guns. "The enemy shelled Verdun at long range; our artillery countered. "We cannonaded trains at Vigneulles and Les Hattes Chatel stations (north-east of St. Mihiel) causing two violent explosions. "Our dirigible on Thursday night bombarded a junction at Amagne-Lucquy and the stations at Attigny and Vouziers, and returned safely." <box>163 1176 392 1237</box>
article <box>661 545 908 596</box>
article <box>13 608 150 777</box>
article-received: By Telegraph—Press Association—Copyright (Rec. October 3, 3 p.m.) <box>662 1241 784 1256</box>
article-headline: LATEST COMMUNIQUE <box>923 473 1101 489</box>
article-subheading: PORTENTOUS STATEMENT BY SIR EDWARD GREY <box>668 432 901 472</box>
article-dateline: Rome, October 2. <box>859 750 908 758</box>
article-byline: By Telegraph—Press Association—Copyright <box>13 432 132 440</box>
article-received: By Telegraph—Press Association—Copyright (Rec. October 4, 0.20 a.m.) <box>662 1446 784 1462</box>
article-subheading: LARGELY OVER-SUBSCRIBED. <box>24 71 139 80</box>
article-headline: HOSTILE AIRMEN HOVER OVER SERBIA. <box>661 879 908 894</box>
article-dateline: Athens, October 1. <box>856 571 908 579</box>
column-4 <box>656 40 917 1632</box>
article-received: (Rec. October 4, 0.5 a.m.) <box>492 294 561 302</box>
article-dateline: Berne, October 3. <box>1052 688 1101 696</box>
article-body: Representatives of the Dominions and India and the Crown Colonies will have a further conference with the Chancellor of the Exchequer (Mr. M'Kenna) and the Secretary of State for the Colonies (Mr. Bonar Law) on financial questions next week. <box>13 226 150 264</box>
